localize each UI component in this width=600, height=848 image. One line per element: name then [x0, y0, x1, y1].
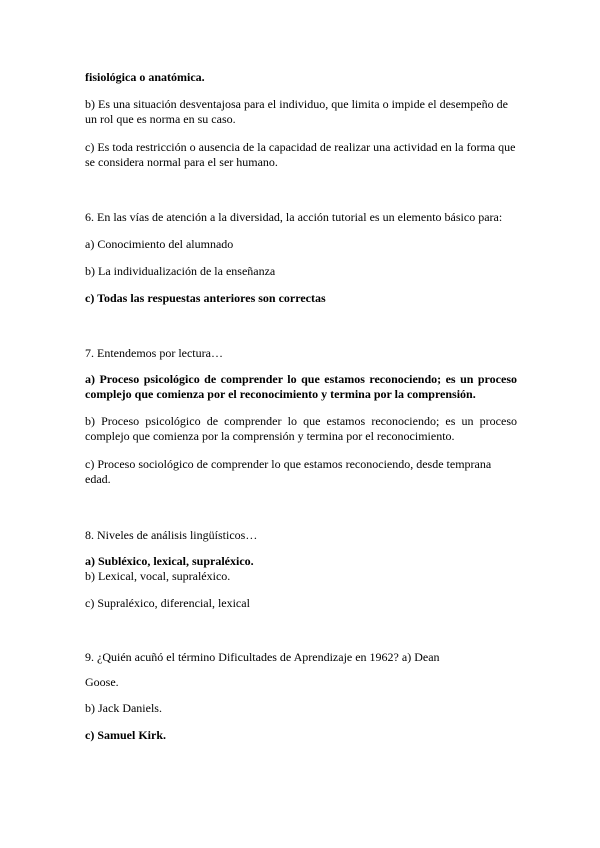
- q9-option-c: c) Samuel Kirk.: [85, 728, 166, 742]
- q5-option-b: b) Es una situación desventajosa para el individuo, que limita o impide el desempeño de un rol que es norma en su caso.: [85, 97, 508, 126]
- q6-option-a: a) Conocimiento del alumnado: [85, 237, 234, 251]
- q6-option-c: c) Todas las respuestas anteriores son correctas: [85, 291, 326, 305]
- q6-option-b: b) La individualización de la enseñanza: [85, 264, 276, 278]
- q8-option-c: c) Supraléxico, diferencial, lexical: [85, 596, 250, 610]
- q6-question: 6. En las vías de atención a la diversidad, la acción tutorial es un elemento básico para:: [85, 210, 503, 224]
- q7-option-b: b) Proceso psicológico de comprender lo que estamos reconociendo; es un proceso complejo que comienza por la comprensión y termina por el reconocimiento.: [85, 414, 517, 443]
- q7-option-a: a) Proceso psicológico de comprender lo que estamos reconociendo; es un proceso complejo que comienza por el reconocimiento y termina por la comprensión.: [85, 372, 517, 401]
- q7-question: 7. Entendemos por lectura…: [85, 346, 223, 360]
- q9-option-a-continuation: Goose.: [85, 675, 119, 689]
- q8-option-b: b) Lexical, vocal, supraléxico.: [85, 569, 231, 583]
- q8-option-a: a) Subléxico, lexical, supraléxico.: [85, 554, 254, 568]
- q9-question: 9. ¿Quién acuñó el término Dificultades de Aprendizaje en 1962? a) Dean: [85, 650, 440, 664]
- q8-question: 8. Niveles de análisis lingüísticos…: [85, 528, 258, 542]
- q7-option-c: c) Proceso sociológico de comprender lo que estamos reconociendo, desde temprana edad.: [85, 457, 492, 486]
- q9-option-b: b) Jack Daniels.: [85, 701, 162, 715]
- q5-option-c: c) Es toda restricción o ausencia de la capacidad de realizar una actividad en la forma que se considera normal para el ser humano.: [85, 140, 516, 169]
- q5-option-a-continuation: fisiológica o anatómica.: [85, 70, 205, 84]
